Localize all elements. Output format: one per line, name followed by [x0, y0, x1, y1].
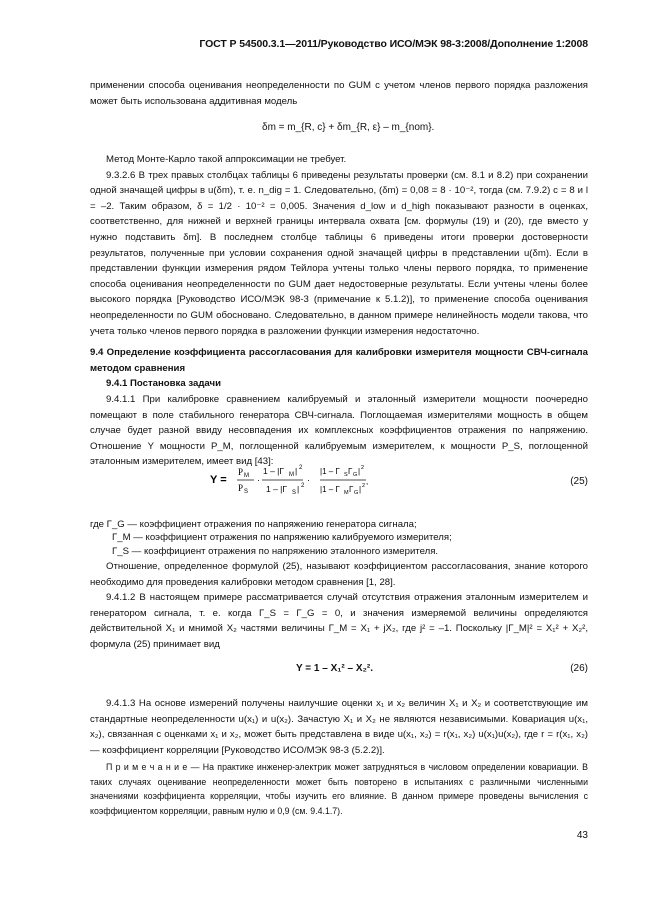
running-header: ГОСТ Р 54500.3.1—2011/Руководство ИСО/МЭК 98-3:2008/Дополнение 1:2008 [199, 38, 588, 50]
intro-paragraph [90, 78, 588, 109]
section-body [90, 152, 588, 470]
where-line-reference: Γ_S — коэффициент отражения по напряжению эталонного измерителя. [112, 545, 439, 557]
svg-text:2: 2 [299, 465, 303, 471]
svg-text:M: M [344, 490, 349, 496]
svg-text:S: S [344, 472, 348, 478]
svg-text:G: G [354, 490, 359, 496]
mismatch-body [90, 559, 588, 653]
formula-25-second-fraction [320, 460, 370, 503]
svg-text:·: · [257, 475, 260, 485]
where-line-generator: где Γ_G — коэффициент отражения по напряжению генератора сигнала; [90, 519, 417, 530]
svg-text:|: | [295, 466, 298, 476]
note-block [90, 760, 588, 818]
svg-text:|: | [297, 484, 300, 494]
svg-text:|: | [358, 467, 361, 476]
formula-26: Y = 1 – X₁² – X₂². [296, 663, 374, 674]
svg-text:Γ: Γ [349, 485, 354, 494]
svg-text:|: | [359, 485, 362, 494]
svg-text:2: 2 [361, 465, 365, 471]
heading-9-4-1: 9.4.1 Постановка задачи [106, 378, 221, 390]
intro-text: применении способа оценивания неопределенности по GUM с учетом членов первого порядка разложения может быть использована аддитивная модель [90, 80, 588, 107]
gamma-ratio-graphic [320, 460, 370, 500]
where-block [90, 518, 588, 558]
heading-9-4: 9.4 Определение коэффициента рассогласования для калибровки измерителя мощности СВЧ-сигнала методом сравнения [90, 347, 588, 374]
svg-text:S: S [292, 490, 297, 496]
svg-text:1 – |Γ: 1 – |Γ [263, 466, 285, 476]
svg-text:P: P [238, 467, 244, 477]
svg-text:Y =: Y = [210, 474, 227, 486]
svg-text:M: M [244, 473, 249, 479]
svg-text:·: · [307, 475, 310, 485]
svg-text:S: S [244, 489, 249, 495]
para-9-4-1-3-block [90, 696, 588, 758]
where-line-calibrated: Γ_M — коэффициент отражения по напряжению калибруемого измерителя; [112, 532, 452, 544]
para-9-4-1-1: 9.4.1.1 При калибровке сравнением калибруемый и эталонный измерители мощности поочередно помещают в поле стабильного генератора СВЧ-сигнала. Поглощаемая измерителями мощность в общем случае будет разной ввиду несовпадения их комплексных коэффициентов отражения по напряжению. Отношение Y мощности P_M, поглощенной калибруемым измерителем, к мощности P_S, поглощенной эталонным измерителем, имеет вид [43]: [90, 393, 588, 468]
svg-text:2: 2 [362, 483, 366, 489]
svg-text:Γ: Γ [348, 467, 353, 476]
equation-number-25: (25) [570, 476, 588, 487]
svg-text:|1 – Γ: |1 – Γ [320, 467, 340, 476]
svg-text:M: M [289, 472, 294, 478]
para-9-4-1-3: 9.4.1.3 На основе измерений получены наилучшие оценки x₁ и x₂ величин X₁ и X₂ и соответствующие им стандартные неопределенности u(x₁) и u(x₂). Зачастую X₁ и X₂ не являются независимыми. Ковариация u(x₁, x₂), связанная с оценками x₁ и x₂, может быть представлена в виде u(x₁, x₂) = r(x₁, x₂) u(x₁)u(x₂), где r = r(x₁, x₂) — коэффициент корреляции [Руководство ИСО/МЭК 98-3 (5.2.2)]. [90, 698, 588, 756]
para-9-4-1-2: 9.4.1.2 В настоящем примере рассматривается случай отсутствия отражения эталонным измерителем и генератором сигнала, т. е. когда Γ_S = Γ_G = 0, и значения измеряемой величины определяются действительной X₁ и мнимой X₂ частями величины Γ_M = X₁ + jX₂, где j² = –1. Поскольку |Γ_M|² = X₁² + X₂², формула (25) принимает вид [90, 592, 588, 650]
page-number: 43 [576, 830, 588, 841]
svg-text:,: , [366, 477, 369, 486]
svg-text:2: 2 [301, 483, 305, 489]
svg-text:G: G [353, 472, 358, 478]
para-9-3-2-6: 9.3.2.6 В трех правых столбцах таблицы 6 приведены результаты проверки (см. 8.1 и 8.2) при сохранении одной значащей цифры в u(δm), т. е. n_dig = 1. Следовательно, (δm) = 0,08 = 8 · 10⁻², тогда (см. 7.9.2) c = 8 и l = –2. Таким образом, δ = 1/2 · 10⁻² = 0,005. Значения d_low и d_high показывают разности в оценках, соответственно, для нижней и верхней границы интервала охвата [см. формулы (19) и (20), где вместо y нужно подставить δm]. В последнем столбце таблицы 6 приведены итоги проверки достоверности результатов, полученные при условии сохранения одной значащей цифры в представлении u(δm). Если в представлении функции измерения рядом Тейлора учтены только члены первого порядка, то применение способа оценивания неопределенности по GUM дает недостоверные результаты. Если учтены члены более высокого порядка [Руководство ИСО/МЭК 98-3 (примечание к 5.1.2)], то применение способа оценивания неопределенности по GUM обосновано. Следовательно, в данном примере нелинейность модели такова, что учета только членов первого порядка в разложении функции измерения недостаточно. [90, 169, 588, 337]
additive-model-formula: δm = m_{R, c} + δm_{R, ε} – m_{nom}. [262, 122, 435, 133]
svg-text:|1 – Γ: |1 – Γ [320, 485, 340, 494]
equation-number-26: (26) [570, 663, 588, 674]
svg-text:P: P [238, 483, 244, 493]
mismatch-definition: Отношение, определенное формулой (25), называют коэффициентом рассогласования, знание которого необходимо для проведения калибровки методом сравнения [1, 28]. [90, 561, 588, 588]
svg-text:1 – |Γ: 1 – |Γ [266, 484, 288, 494]
note-text: П р и м е ч а н и е — На практике инженер-электрик может затрудняться в числовом определении ковариации. В таких случаях оценивание неопределенности может быть повторено в испытаниях с различными численными значениями коэффициента корреляции, чтобы изучить его влияние. В данном примере проведены вычисления с коэффициентом корреляции, равным нулю и 0,9 (см. 9.4.1.7). [90, 762, 588, 816]
monte-carlo-note: Метод Монте-Карло такой аппроксимации не требует. [106, 154, 347, 165]
